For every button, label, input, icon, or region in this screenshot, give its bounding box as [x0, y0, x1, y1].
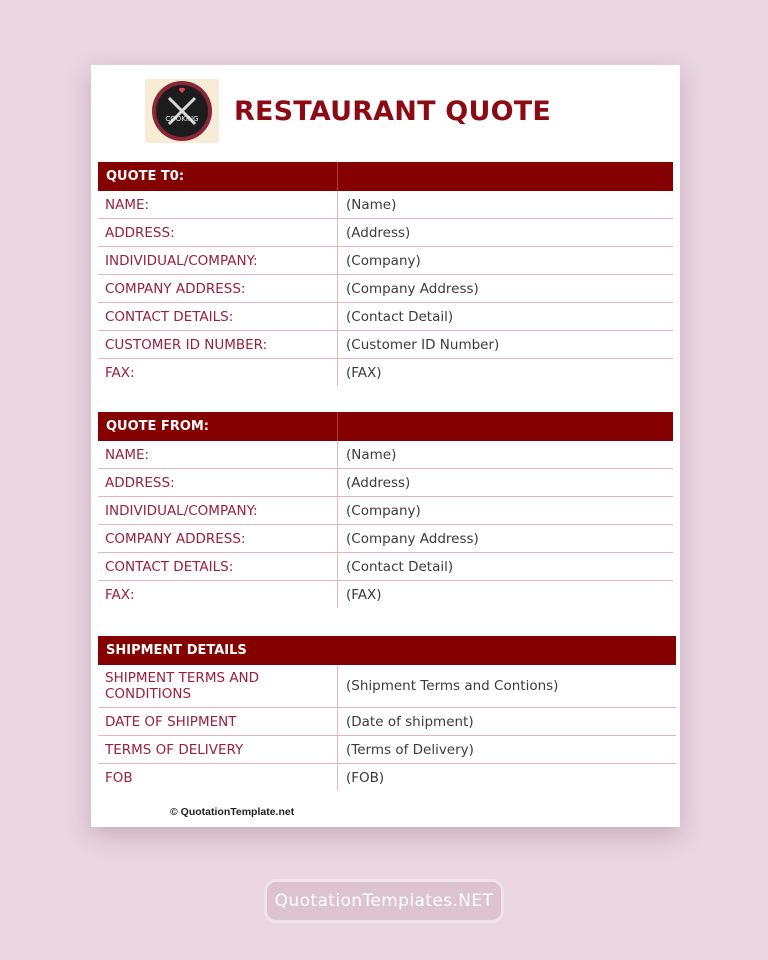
field-label-line: CONDITIONS — [105, 686, 192, 702]
field-label: NAME: — [98, 441, 338, 468]
table-row — [98, 764, 676, 791]
table-row — [98, 497, 673, 525]
table-row — [98, 247, 673, 275]
table-row — [98, 303, 673, 331]
table-row — [98, 581, 673, 608]
quote-to-header — [98, 162, 673, 191]
field-label: COMPANY ADDRESS: — [98, 275, 338, 302]
field-value[interactable]: (Contact Detail) — [346, 558, 454, 575]
field-label: CONTACT DETAILS: — [98, 553, 338, 580]
table-row — [98, 191, 673, 219]
field-label: DATE OF SHIPMENT — [98, 708, 338, 735]
field-value[interactable]: (Date of shipment) — [346, 713, 474, 730]
field-value[interactable]: (Company Address) — [346, 530, 479, 547]
svg-text:COOKING: COOKING — [165, 115, 199, 123]
quote-to-section — [98, 162, 673, 386]
field-label-line: SHIPMENT TERMS AND — [105, 670, 260, 686]
field-value[interactable]: (Company Address) — [346, 280, 479, 297]
quote-from-section — [98, 412, 673, 608]
field-value[interactable]: (Address) — [346, 224, 411, 241]
field-value[interactable]: (Customer ID Number) — [346, 336, 500, 353]
table-row — [98, 469, 673, 497]
quote-from-header — [98, 412, 673, 441]
field-label: FOB — [98, 764, 338, 791]
field-value[interactable]: (Terms of Delivery) — [346, 741, 474, 758]
field-label: FAX: — [98, 359, 338, 386]
field-label: TERMS OF DELIVERY — [98, 736, 338, 763]
table-row — [98, 219, 673, 247]
quote-to-heading: QUOTE T0: — [98, 162, 338, 191]
shipment-header — [98, 636, 676, 665]
table-row — [98, 441, 673, 469]
quote-sheet — [91, 65, 680, 827]
table-row — [98, 708, 676, 736]
field-label — [98, 665, 338, 707]
shipment-section — [98, 636, 676, 791]
table-row — [98, 736, 676, 764]
field-label: CONTACT DETAILS: — [98, 303, 338, 330]
field-value[interactable]: (FAX) — [346, 364, 382, 381]
copyright-footer: © QuotationTemplate.net — [170, 806, 295, 818]
field-label: ADDRESS: — [98, 219, 338, 246]
field-value[interactable]: (FAX) — [346, 586, 382, 603]
table-row — [98, 525, 673, 553]
table-row — [98, 553, 673, 581]
field-label: INDIVIDUAL/COMPANY: — [98, 497, 338, 524]
field-value[interactable]: (Name) — [346, 196, 397, 213]
field-value[interactable]: (Shipment Terms and Contions) — [346, 678, 559, 694]
table-row — [98, 665, 676, 708]
cooking-logo — [145, 79, 219, 143]
field-label: FAX: — [98, 581, 338, 608]
field-label: COMPANY ADDRESS: — [98, 525, 338, 552]
quote-from-heading: QUOTE FROM: — [98, 412, 338, 441]
document-title: RESTAURANT QUOTE — [234, 96, 551, 127]
field-value[interactable]: (FOB) — [346, 769, 385, 786]
field-value[interactable]: (Company) — [346, 252, 421, 269]
field-label: INDIVIDUAL/COMPANY: — [98, 247, 338, 274]
field-value[interactable]: (Name) — [346, 446, 397, 463]
watermark-badge: QuotationTemplates.NET — [264, 879, 504, 923]
shipment-heading: SHIPMENT DETAILS — [106, 643, 247, 658]
table-row — [98, 331, 673, 359]
field-label: CUSTOMER ID NUMBER: — [98, 331, 338, 358]
field-label: NAME: — [98, 191, 338, 218]
field-value[interactable]: (Company) — [346, 502, 421, 519]
field-value[interactable]: (Address) — [346, 474, 411, 491]
table-row — [98, 359, 673, 386]
table-row — [98, 275, 673, 303]
field-value[interactable]: (Contact Detail) — [346, 308, 454, 325]
field-label: ADDRESS: — [98, 469, 338, 496]
